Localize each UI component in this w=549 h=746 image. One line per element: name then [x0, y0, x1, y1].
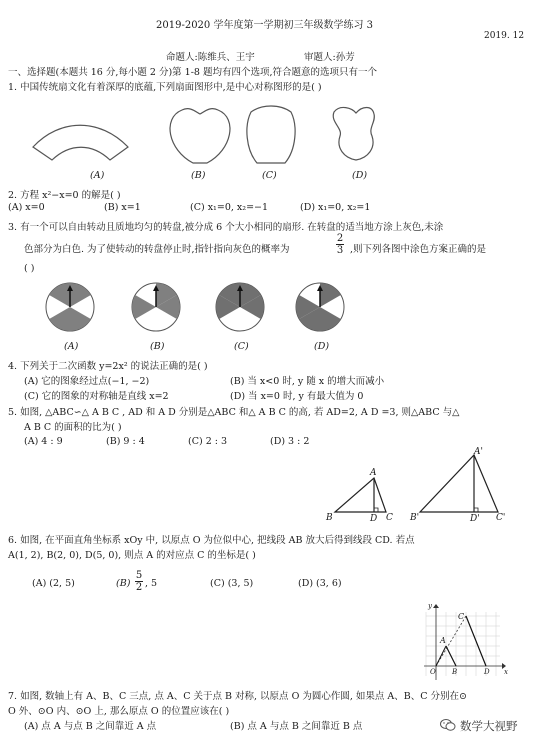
q4-option-c: (C) 它的图象的对称轴是直线 x=2: [24, 391, 169, 402]
q6-b-denominator: 2: [135, 582, 143, 593]
q7-option-a: (A) 点 A 与点 B 之间靠近 A 点: [24, 721, 157, 732]
reviewer: 审题人:孙芳: [304, 52, 355, 63]
question-2-stem: 2. 方程 x²−x=0 的解是( ): [8, 190, 121, 201]
q5-label-c-prime: C': [496, 513, 506, 523]
question-4-stem: 4. 下列关于二次函数 y=2x² 的说法正确的是( ): [8, 361, 208, 372]
q6-option-d: (D) (3, 6): [298, 578, 342, 589]
date: 2019. 12: [484, 31, 525, 41]
question-3-line2b: ,则下列各图中涂色方案正确的是: [350, 244, 487, 255]
q3-label-d: (D): [314, 341, 330, 352]
q3-fraction-denominator: 3: [336, 245, 344, 256]
q5-label-b-prime: B': [410, 513, 420, 523]
q6-label-x: x: [504, 668, 508, 676]
q6-b-numerator: 5: [135, 570, 143, 581]
q4-option-d: (D) 当 x=0 时, y 有最大值为 0: [230, 391, 364, 402]
watermark: [440, 716, 544, 736]
question-6-line1: 6. 如图, 在平面直角坐标系 xOy 中, 以原点 O 为位似中心, 把线段 AB 放大后得到线段 CD. 若点: [8, 535, 415, 546]
question-5-line1: 5. 如图, △ABC∽△ A B C , AD 和 A D 分别是△ABC 和△ A B C 的高, 若 AD=2, A D =3, 则△ABC 与△: [8, 407, 460, 418]
question-6-line2: A(1, 2), B(2, 0), D(5, 0), 则点 A 的对应点 C 的坐标是( ): [8, 550, 256, 561]
q5-label-a: A: [370, 468, 377, 478]
q3-label-b: (B): [150, 341, 165, 352]
q5-label-d: D: [370, 514, 378, 524]
section-heading: 一、选择题(本题共 16 分,每小题 2 分)第 1-8 题均有四个选项,符合题意的选项只有一个: [8, 67, 378, 78]
q1-label-d: (D): [352, 170, 368, 181]
q1-label-c: (C): [262, 170, 277, 181]
q6-label-d: D: [484, 668, 490, 676]
question-7-line2: O 外、⊙O 内、⊙O 上, 那么原点 O 的位置应该在( ): [8, 706, 230, 717]
q3-label-c: (C): [234, 341, 249, 352]
q2-option-b: (B) x=1: [104, 202, 141, 213]
authors: 命题人:陈维兵、王宇: [166, 52, 255, 63]
question-3-line3: ( ): [24, 263, 35, 274]
q6-option-c: (C) (3, 5): [210, 578, 254, 589]
q6-option-a: (A) (2, 5): [32, 578, 75, 589]
q5-label-d-prime: D': [470, 514, 480, 524]
q6-label-c: C: [458, 612, 465, 621]
q5-option-c: (C) 2 : 3: [188, 436, 228, 447]
q6-label-b: B: [452, 668, 458, 676]
q5-label-c: C: [386, 513, 393, 523]
q5-option-d: (D) 3 : 2: [270, 436, 310, 447]
question-7-line1: 7. 如图, 数轴上有 A、B、C 三点, 点 A、C 关于点 B 对称, 以原点 O 为圆心作圆, 如果点 A、B、C 分别在⊙: [8, 691, 468, 702]
wechat-icon: [440, 718, 456, 732]
q7-option-b: (B) 点 A 与点 B 之间靠近 B 点: [230, 721, 363, 732]
question-3-line2a: 色部分为白色. 为了使转动的转盘停止时,指针指向灰色的概率为: [24, 244, 290, 255]
question-1-stem: 1. 中国传统扇文化有着深厚的底蕴,下列扇面图形中,是中心对称图形的是( ): [8, 82, 322, 93]
q5-option-a: (A) 4 : 9: [24, 436, 63, 447]
q6-label-o: O: [430, 668, 436, 676]
q5-option-b: (B) 9 : 4: [106, 436, 145, 447]
q1-label-b: (B): [191, 170, 206, 181]
watermark-text: 数学大视野: [460, 719, 518, 733]
q5-label-a-prime: A': [474, 447, 483, 457]
q6-option-b-label: (B): [116, 578, 131, 589]
q3-label-a: (A): [64, 341, 79, 352]
q5-label-b: B: [326, 513, 333, 523]
q6-option-b-tail: , 5: [145, 578, 158, 589]
q2-option-a: (A) x=0: [8, 202, 45, 213]
q2-option-c: (C) x₁=0, x₂=−1: [190, 202, 269, 213]
q3-fraction-numerator: 2: [336, 233, 344, 244]
q2-option-d: (D) x₁=0, x₂=1: [300, 202, 371, 213]
q6-label-a: A: [440, 636, 446, 645]
question-3-line1: 3. 有一个可以自由转动且质地均匀的转盘,被分成 6 个大小相同的扇形. 在转盘的适当地方涂上灰色,未涂: [8, 222, 444, 233]
q1-label-a: (A): [90, 170, 105, 181]
q4-option-a: (A) 它的图象经过点(−1, −2): [24, 376, 150, 387]
page-title: 2019-2020 学年度第一学期初三年级数学练习 3: [156, 20, 373, 31]
q6-label-y: y: [428, 602, 432, 610]
q4-option-b: (B) 当 x<0 时, y 随 x 的增大而减小: [230, 376, 385, 387]
question-5-line2: A B C 的面积的比为( ): [24, 422, 122, 433]
